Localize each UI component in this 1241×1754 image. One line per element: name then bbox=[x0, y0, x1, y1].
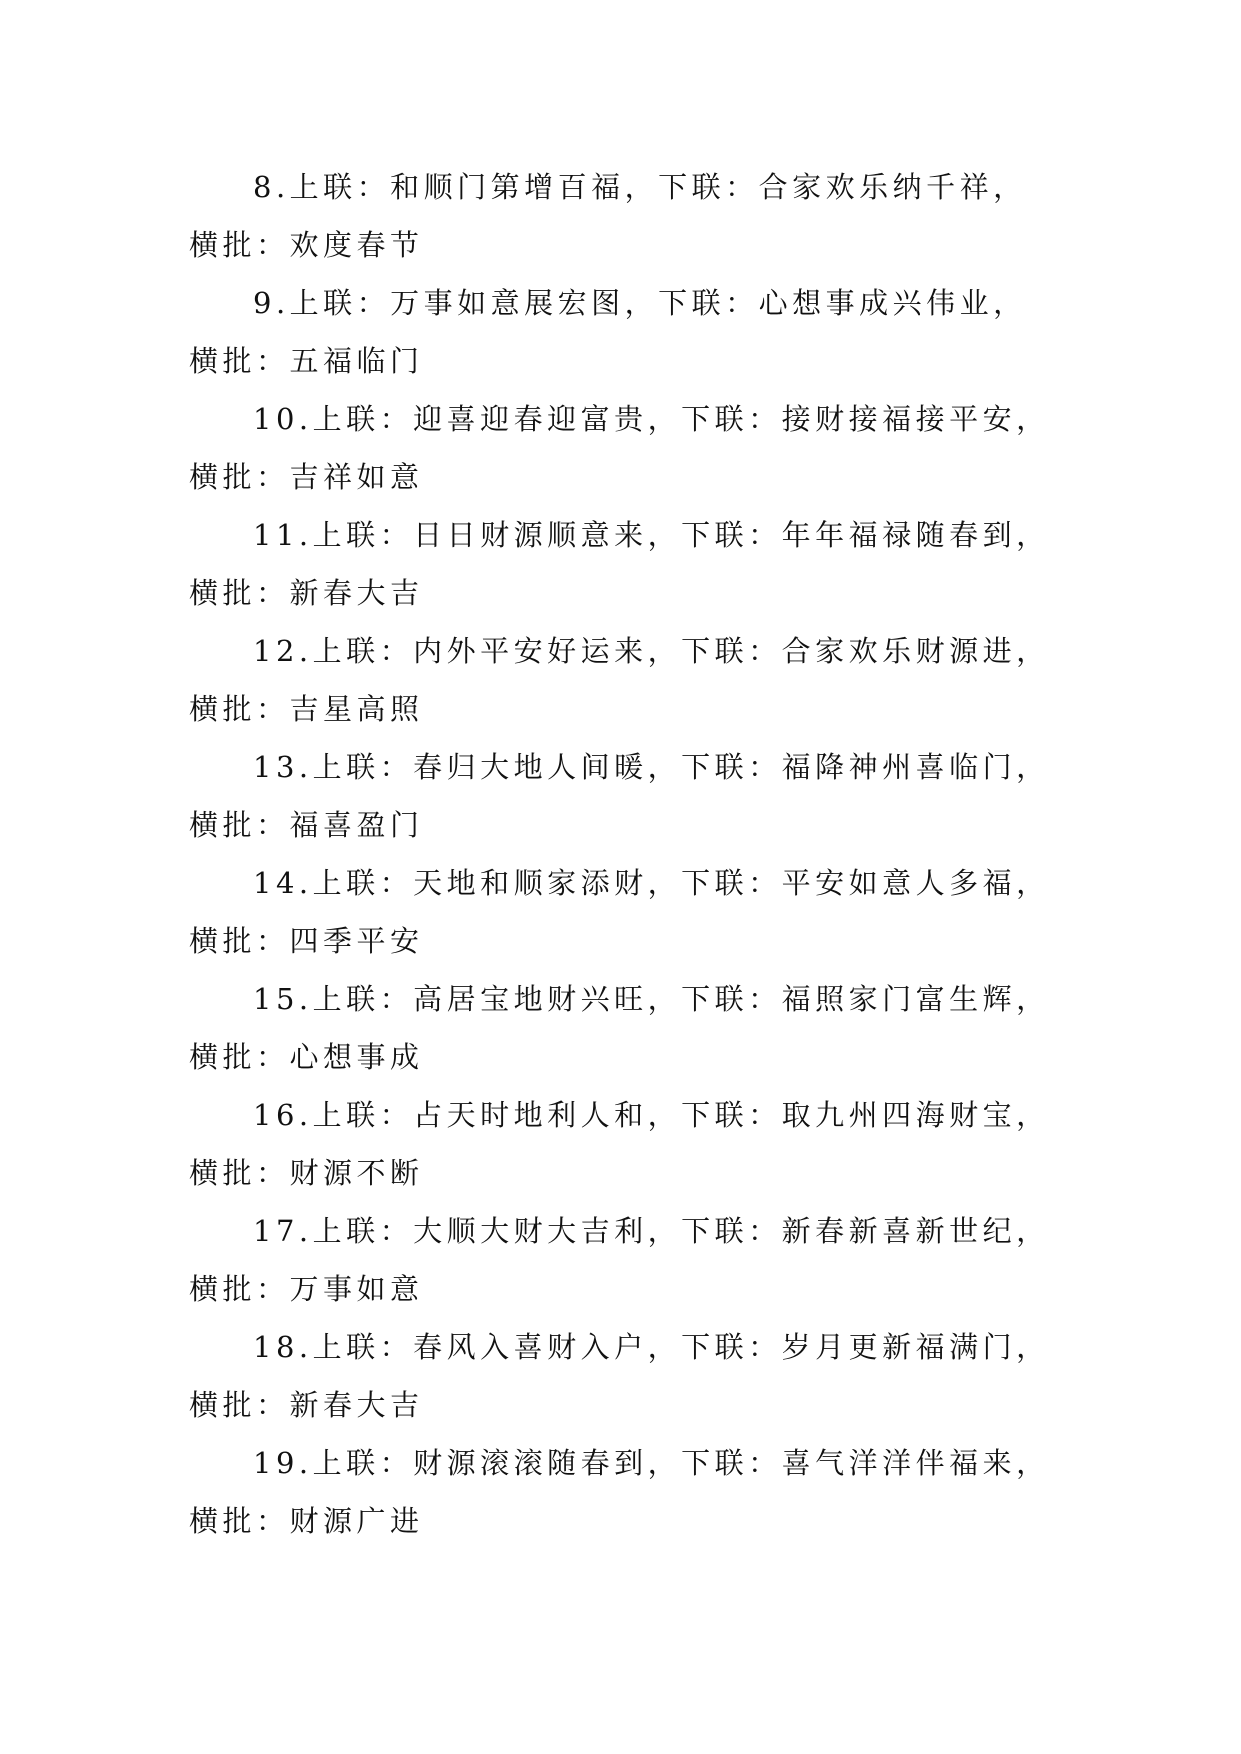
couplet-paragraph-10: 10.上联：迎喜迎春迎富贵，下联：接财接福接平安，横批：吉祥如意 bbox=[189, 402, 1050, 494]
couplet-paragraph-8: 8.上联：和顺门第增百福，下联：合家欢乐纳千祥，横批：欢度春节 bbox=[189, 170, 1027, 262]
couplet-paragraph-13: 13.上联：春归大地人间暖，下联：福降神州喜临门，横批：福喜盈门 bbox=[189, 750, 1050, 842]
couplet-paragraph-11: 11.上联：日日财源顺意来，下联：年年福禄随春到，横批：新春大吉 bbox=[189, 518, 1050, 610]
couplet-paragraph-18: 18.上联：春风入喜财入户，下联：岁月更新福满门，横批：新春大吉 bbox=[189, 1330, 1050, 1422]
couplet-paragraph-17: 17.上联：大顺大财大吉利，下联：新春新喜新世纪，横批：万事如意 bbox=[189, 1214, 1050, 1306]
couplet-paragraph-19: 19.上联：财源滚滚随春到，下联：喜气洋洋伴福来，横批：财源广进 bbox=[189, 1446, 1050, 1538]
couplet-paragraph-14: 14.上联：天地和顺家添财，下联：平安如意人多福，横批：四季平安 bbox=[189, 866, 1050, 958]
couplet-paragraph-9: 9.上联：万事如意展宏图，下联：心想事成兴伟业，横批：五福临门 bbox=[189, 286, 1027, 378]
couplet-paragraph-16: 16.上联：占天时地利人和，下联：取九州四海财宝，横批：财源不断 bbox=[189, 1098, 1050, 1190]
couplet-paragraph-15: 15.上联：高居宝地财兴旺，下联：福照家门富生辉，横批：心想事成 bbox=[189, 982, 1050, 1074]
document-body bbox=[189, 158, 1055, 1550]
couplet-paragraph-12: 12.上联：内外平安好运来，下联：合家欢乐财源进，横批：吉星高照 bbox=[189, 634, 1050, 726]
